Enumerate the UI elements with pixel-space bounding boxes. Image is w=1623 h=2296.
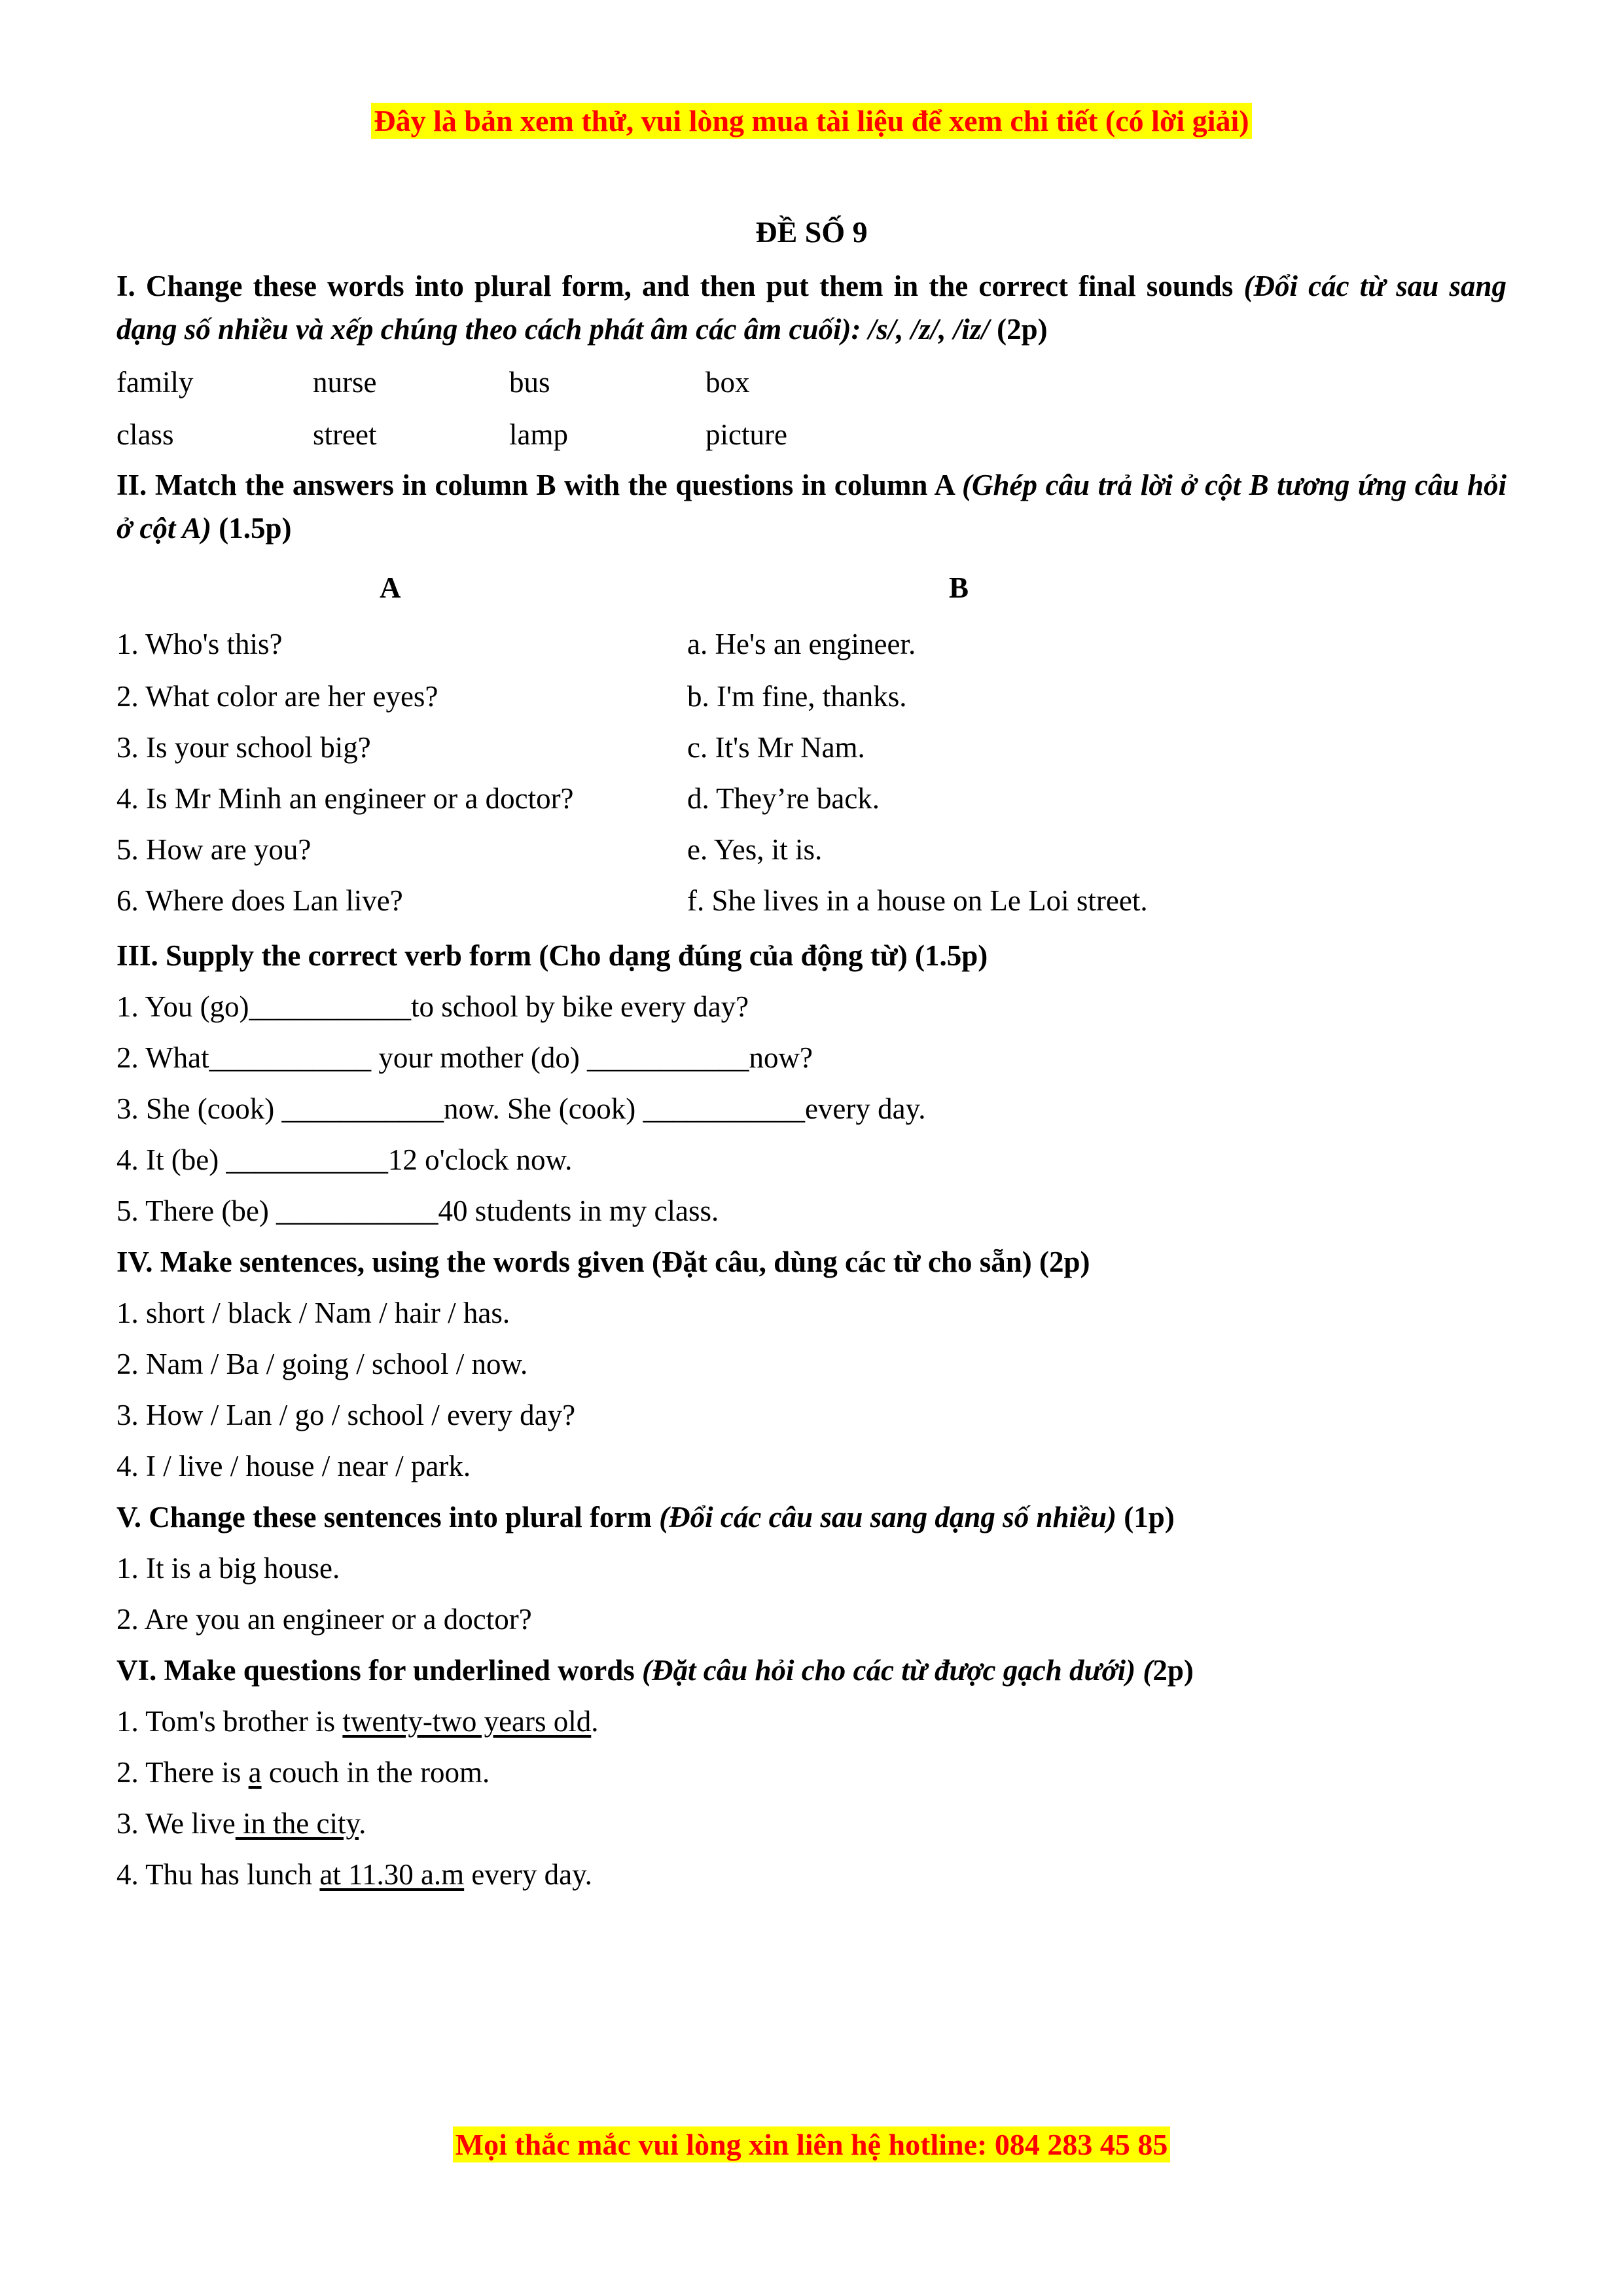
question-item: 1. Who's this? [116, 628, 283, 660]
word-item: bus [509, 366, 550, 399]
answer-item: d. They’re back. [687, 782, 880, 815]
word-item: nurse [313, 366, 377, 399]
word-item: picture [705, 418, 787, 451]
exam-title: ĐỀ SỐ 9 [755, 215, 868, 249]
exercise-item: 2. There is a couch in the room. [116, 1756, 490, 1789]
question-item: 4. Is Mr Minh an engineer or a doctor? [116, 782, 574, 815]
answer-item: c. It's Mr Nam. [687, 731, 865, 764]
underlined-phrase: twenty-two years old [342, 1705, 592, 1738]
exercise-item: 4. It (be) ___________12 o'clock now. [116, 1143, 573, 1176]
exercise-item: 1. Tom's brother is twenty-two years old. [116, 1705, 599, 1738]
exercise-item: 1. You (go)___________to school by bike every day? [116, 990, 749, 1023]
word-item: box [705, 366, 750, 399]
column-a-heading: A [380, 571, 401, 604]
word-item: lamp [509, 418, 568, 451]
section-4-heading: IV. Make sentences, using the words given (Đặt câu, dùng các từ cho sẵn) (2p) [116, 1246, 1090, 1278]
exercise-item: 3. We live in the city. [116, 1807, 366, 1840]
exercise-item: 3. She (cook) ___________now. She (cook) ___________every day. [116, 1092, 926, 1125]
exercise-item: 3. How / Lan / go / school / every day? [116, 1399, 576, 1431]
underlined-phrase: in the city [235, 1807, 359, 1840]
answer-item: e. Yes, it is. [687, 833, 823, 866]
exercise-item: 2. Nam / Ba / going / school / now. [116, 1348, 528, 1380]
word-item: street [313, 418, 377, 451]
section-2-heading: II. Match the answers in column B with the questions in column A (Ghép câu trả lời ở cột B tương ứng câu hỏi ở cột A) (1.5p) [116, 469, 1507, 545]
exercise-item: 5. There (be) ___________40 students in my class. [116, 1194, 719, 1227]
section-6-heading: VI. Make questions for underlined words (Đặt câu hỏi cho các từ được gạch dưới) (2p) [116, 1654, 1194, 1687]
underlined-phrase: at 11.30 a.m [319, 1858, 465, 1891]
exercise-item: 1. It is a big house. [116, 1552, 340, 1585]
question-item: 2. What color are her eyes? [116, 680, 438, 713]
hotline-banner: Mọi thắc mắc vui lòng xin liên hệ hotline: 084 283 45 85 [0, 2127, 1623, 2162]
section-1-heading: I. Change these words into plural form, and then put them in the correct final sounds (Đổi các từ sau sang dạng số nhiều và xếp chúng theo cách phát âm các âm cuối): /s/, /z/, /iz/ (2p) [116, 270, 1507, 346]
column-b-heading: B [949, 571, 969, 604]
exercise-item: 1. short / black / Nam / hair / has. [116, 1297, 510, 1329]
question-item: 3. Is your school big? [116, 731, 371, 764]
section-5-heading: V. Change these sentences into plural form (Đổi các câu sau sang dạng số nhiều) (1p) [116, 1501, 1175, 1534]
exercise-item: 4. Thu has lunch at 11.30 a.m every day. [116, 1858, 592, 1891]
underlined-phrase: a [248, 1756, 262, 1789]
question-item: 5. How are you? [116, 833, 312, 866]
question-item: 6. Where does Lan live? [116, 884, 403, 917]
answer-item: f. She lives in a house on Le Loi street. [687, 884, 1148, 917]
exercise-item: 4. I / live / house / near / park. [116, 1450, 471, 1482]
exercise-item: 2. What___________ your mother (do) ___________now? [116, 1041, 813, 1074]
answer-item: b. I'm fine, thanks. [687, 680, 907, 713]
exercise-item: 2. Are you an engineer or a doctor? [116, 1603, 532, 1636]
answer-item: a. He's an engineer. [687, 628, 916, 660]
section-3-heading: III. Supply the correct verb form (Cho dạng đúng của động từ) (1.5p) [116, 939, 988, 972]
word-item: class [116, 418, 174, 451]
preview-notice-banner: Đây là bản xem thử, vui lòng mua tài liệu để xem chi tiết (có lời giải) [0, 103, 1623, 138]
word-item: family [116, 366, 194, 399]
